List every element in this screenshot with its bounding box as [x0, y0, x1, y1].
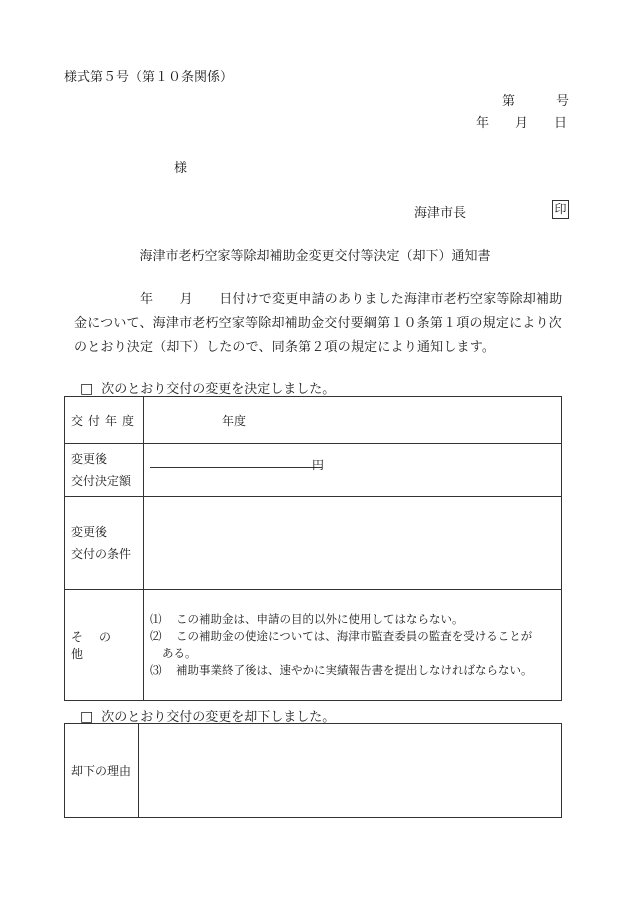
rejection-reason-label: 却下の理由 [65, 724, 139, 818]
approval-table [64, 396, 562, 701]
other-item-number: ⑴ [150, 612, 162, 626]
conditions-value[interactable] [144, 497, 562, 590]
amount-underline [150, 467, 322, 468]
body-line-2: 金について、海津市老朽空家等除却補助金交付要綱第１０条第１項の規定により次 [74, 316, 562, 331]
date-day: 日 [554, 116, 568, 131]
date-month: 月 [515, 116, 529, 131]
document-number-label: 第 [502, 94, 516, 109]
other-item-text: この補助金の使途については、海津市監査委員の監査を受けることが [176, 629, 533, 643]
amount-label-line2: 交付決定額 [71, 474, 132, 488]
fiscal-year-label: 交付年度 [65, 397, 144, 444]
date-year: 年 [476, 116, 490, 131]
amount-label-line1: 変更後 [71, 452, 108, 466]
other-items-cell [144, 590, 562, 701]
other-row [65, 590, 562, 701]
other-item [150, 662, 561, 679]
document-number-suffix: 号 [556, 94, 570, 109]
fiscal-year-value[interactable]: 年度 [144, 397, 562, 444]
conditions-label [65, 497, 144, 590]
fiscal-year-row [65, 397, 562, 444]
rejection-reason-value[interactable] [139, 724, 562, 818]
approve-section-heading [80, 378, 335, 397]
other-item-text: この補助金は、申請の目的以外に使用してはならない。 [176, 612, 464, 626]
document-title: 海津市老朽空家等除却補助金変更交付等決定（却下）通知書 [139, 249, 491, 264]
approve-checkbox[interactable]: □ [80, 381, 94, 397]
amount-unit: 円 [312, 458, 325, 472]
other-items-list [144, 611, 561, 679]
amount-cell[interactable] [144, 444, 562, 497]
issue-date [476, 112, 567, 131]
addressee-honorific: 様 [174, 161, 188, 176]
other-item [150, 628, 561, 662]
amount-row [65, 444, 562, 497]
conditions-label-line1: 変更後 [71, 525, 108, 539]
other-item-continuation: ある。 [162, 646, 197, 660]
reject-checkbox[interactable]: □ [80, 709, 94, 725]
notice-body [74, 288, 582, 360]
other-label: その他 [65, 590, 144, 701]
issuer-name: 海津市長 [414, 206, 467, 221]
other-item [150, 611, 561, 628]
other-item-number: ⑵ [150, 629, 162, 643]
rejection-reason-row [65, 724, 562, 818]
other-item-text: 補助事業終了後は、速やかに実績報告書を提出しなければならない。 [176, 663, 533, 677]
rejection-table [64, 723, 562, 818]
body-line-1: 年 月 日付けで変更申請のありました海津市老朽空家等除却補助 [140, 292, 563, 307]
reject-label: 次のとおり交付の変更を却下しました。 [101, 710, 336, 725]
amount-label [65, 444, 144, 497]
conditions-row [65, 497, 562, 590]
conditions-label-line2: 交付の条件 [71, 547, 132, 561]
seal-mark: 印 [552, 200, 569, 219]
approve-label: 次のとおり交付の変更を決定しました。 [101, 382, 336, 397]
body-line-3: のとおり決定（却下）したので、同条第２項の規定により通知します。 [74, 340, 496, 355]
other-item-number: ⑶ [150, 663, 162, 677]
form-number: 様式第５号（第１０条関係） [64, 70, 234, 85]
